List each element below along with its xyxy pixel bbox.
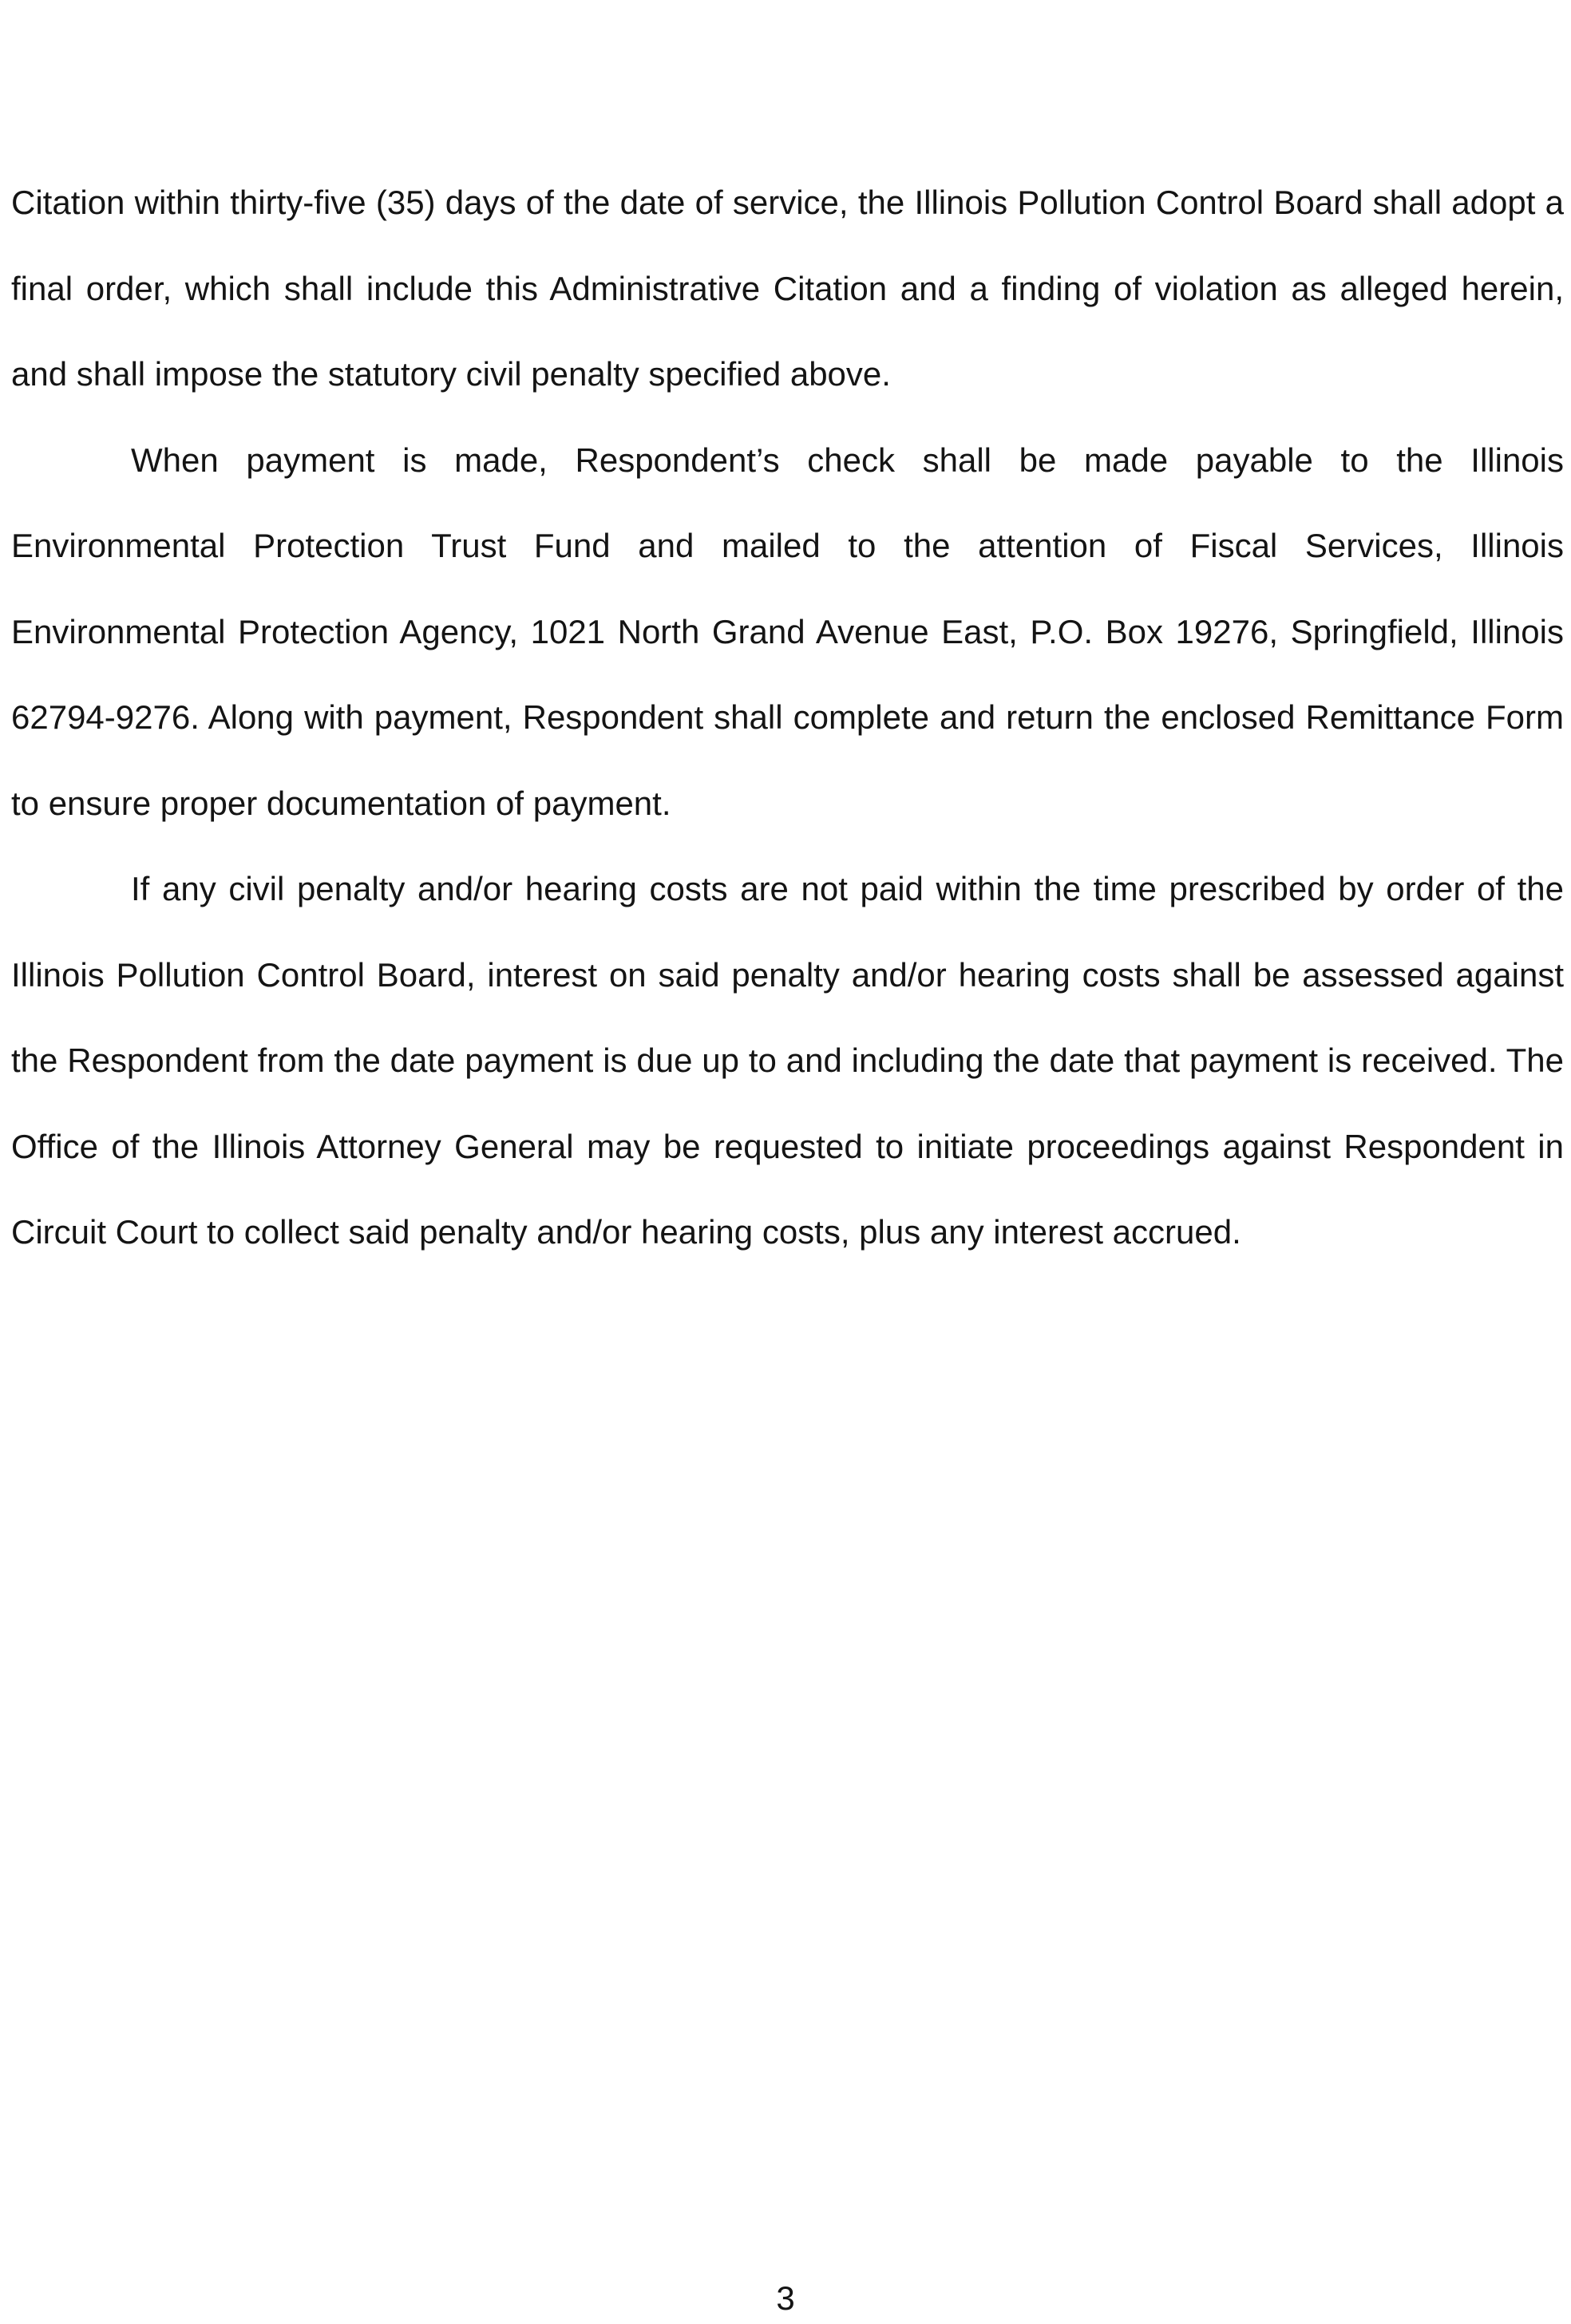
paragraph-interest-collection: If any civil penalty and/or hearing costs are not paid within the time prescribed by order of the Illinois Pollution Control Board, interest on said penalty and/or hearing costs shall be assessed against the Respondent from the date payment is due up to and including the date that payment is received. The Office of the Illinois Attorney General may be requested to initiate proceedings against Respondent in Circuit Court to collect said penalty and/or hearing costs, plus any interest accrued. bbox=[11, 870, 1564, 1251]
document-body bbox=[11, 160, 1564, 1275]
paragraph-citation-order: Citation within thirty-five (35) days of the date of service, the Illinois Pollution Control Board shall adopt a final order, which shall include this Administrative Citation and a finding of violation as alleged herein, and shall impose the statutory civil penalty specified above. bbox=[11, 184, 1564, 393]
paragraph-payment-instructions: When payment is made, Respondent’s check shall be made payable to the Illinois Environmental Protection Trust Fund and mailed to the attention of Fiscal Services, Illinois Environmental Protection Agency, 1021 North Grand Avenue East, P.O. Box 19276, Springfield, Illinois 62794-9276. Along with payment, Respondent shall complete and return the enclosed Remittance Form to ensure proper documentation of payment. bbox=[11, 441, 1564, 822]
page-number: 3 bbox=[776, 2279, 795, 2317]
